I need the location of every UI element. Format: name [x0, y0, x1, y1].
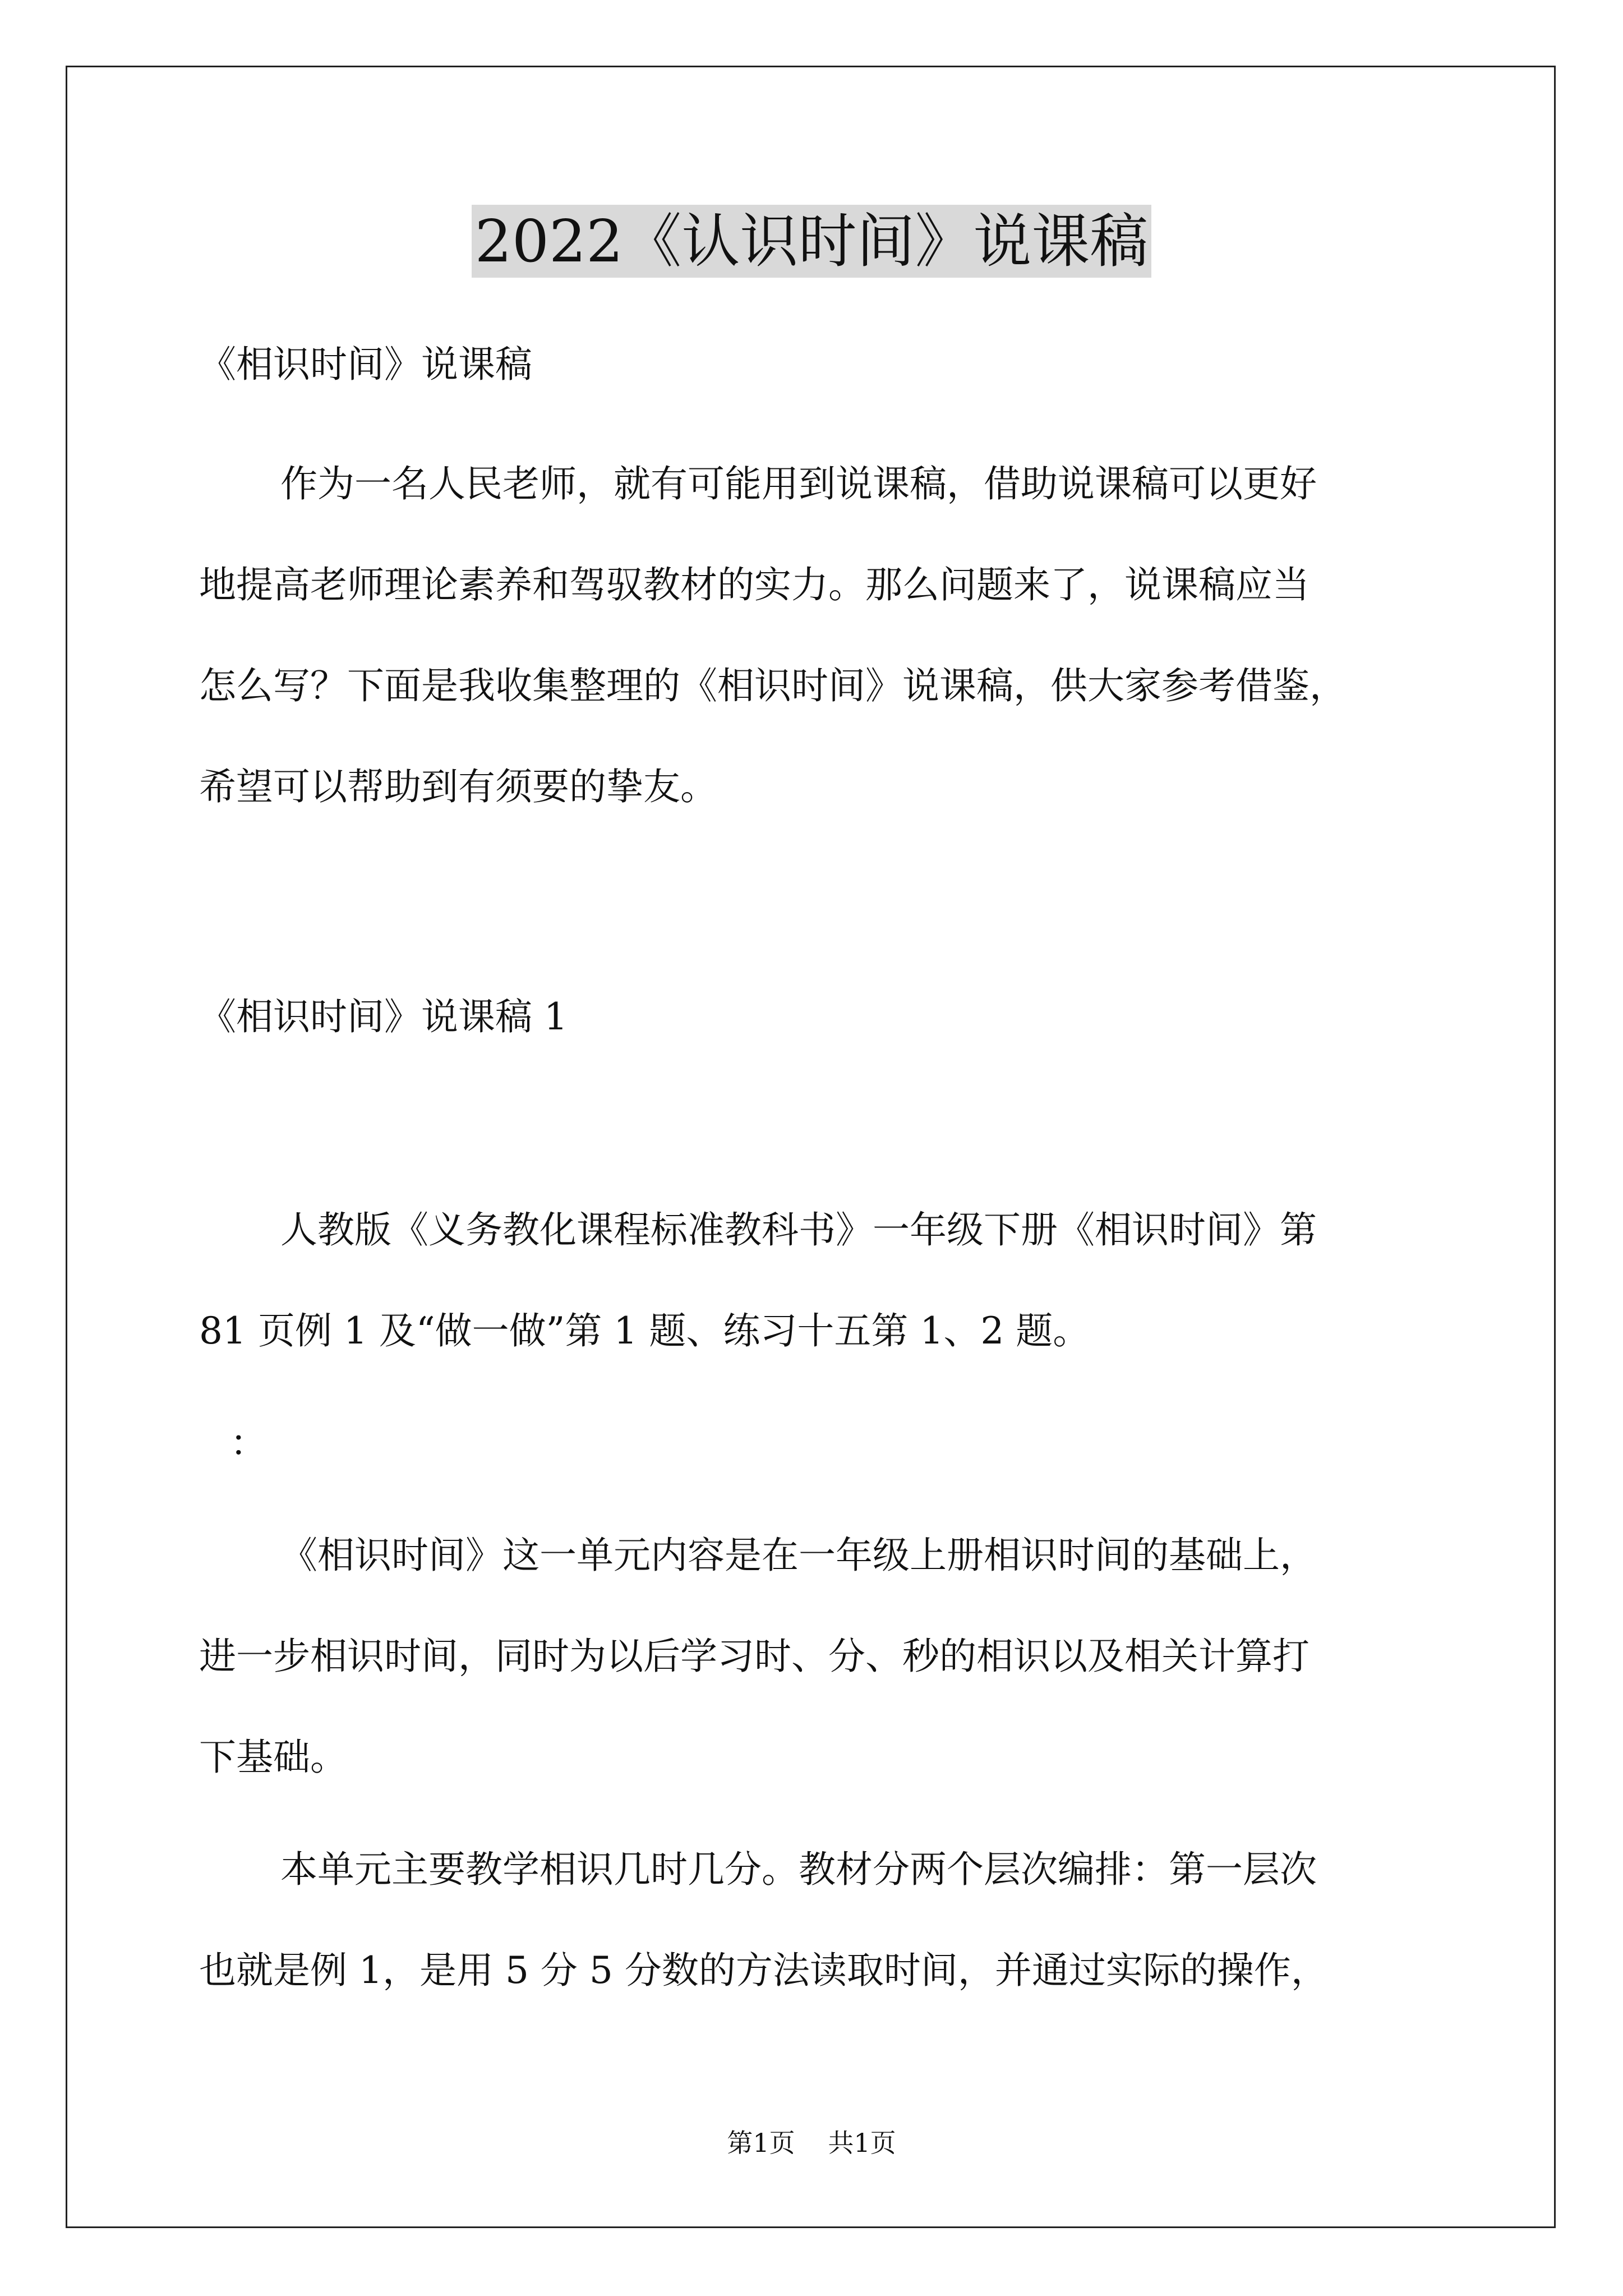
unit-line-1: 本单元主要教学相识几时几分。教材分两个层次编排：第一层次 [280, 1848, 1317, 1891]
document-subtitle: 《相识时间》说课稿 [199, 343, 532, 386]
analysis-line-2: 进一步相识时间，同时为以后学习时、分、秒的相识以及相关计算打 [199, 1635, 1310, 1678]
page-number-current: 第1页 [727, 2128, 795, 2158]
intro-line-4: 希望可以帮助到有须要的挚友。 [199, 765, 717, 808]
intro-line-2: 地提高老师理论素养和驾驭教材的实力。那么问题来了，说课稿应当 [199, 563, 1310, 606]
page-footer [0, 2126, 1623, 2160]
content-line-1: 人教版《义务教化课程标准教科书》一年级下册《相识时间》第 [280, 1208, 1317, 1251]
content-line-2: 81 页例 1 及“做一做”第 1 题、练习十五第 1、2 题。 [199, 1309, 1090, 1352]
analysis-line-1: 《相识时间》这一单元内容是在一年级上册相识时间的基础上， [280, 1534, 1317, 1577]
intro-line-1: 作为一名人民老师，就有可能用到说课稿，借助说课稿可以更好 [280, 462, 1317, 505]
page-number-total: 共1页 [828, 2128, 896, 2158]
unit-line-2: 也就是例 1，是用 5 分 5 分数的方法读取时间，并通过实际的操作， [199, 1949, 1328, 1992]
analysis-line-3: 下基础。 [199, 1736, 347, 1779]
intro-line-3: 怎么写？下面是我收集整理的《相识时间》说课稿，供大家参考借鉴， [199, 664, 1347, 707]
section-heading: 《相识时间》说课稿 1 [199, 995, 568, 1038]
colon-line: ： [230, 1421, 267, 1465]
document-title: 2022《认识时间》说课稿 [0, 202, 1623, 280]
